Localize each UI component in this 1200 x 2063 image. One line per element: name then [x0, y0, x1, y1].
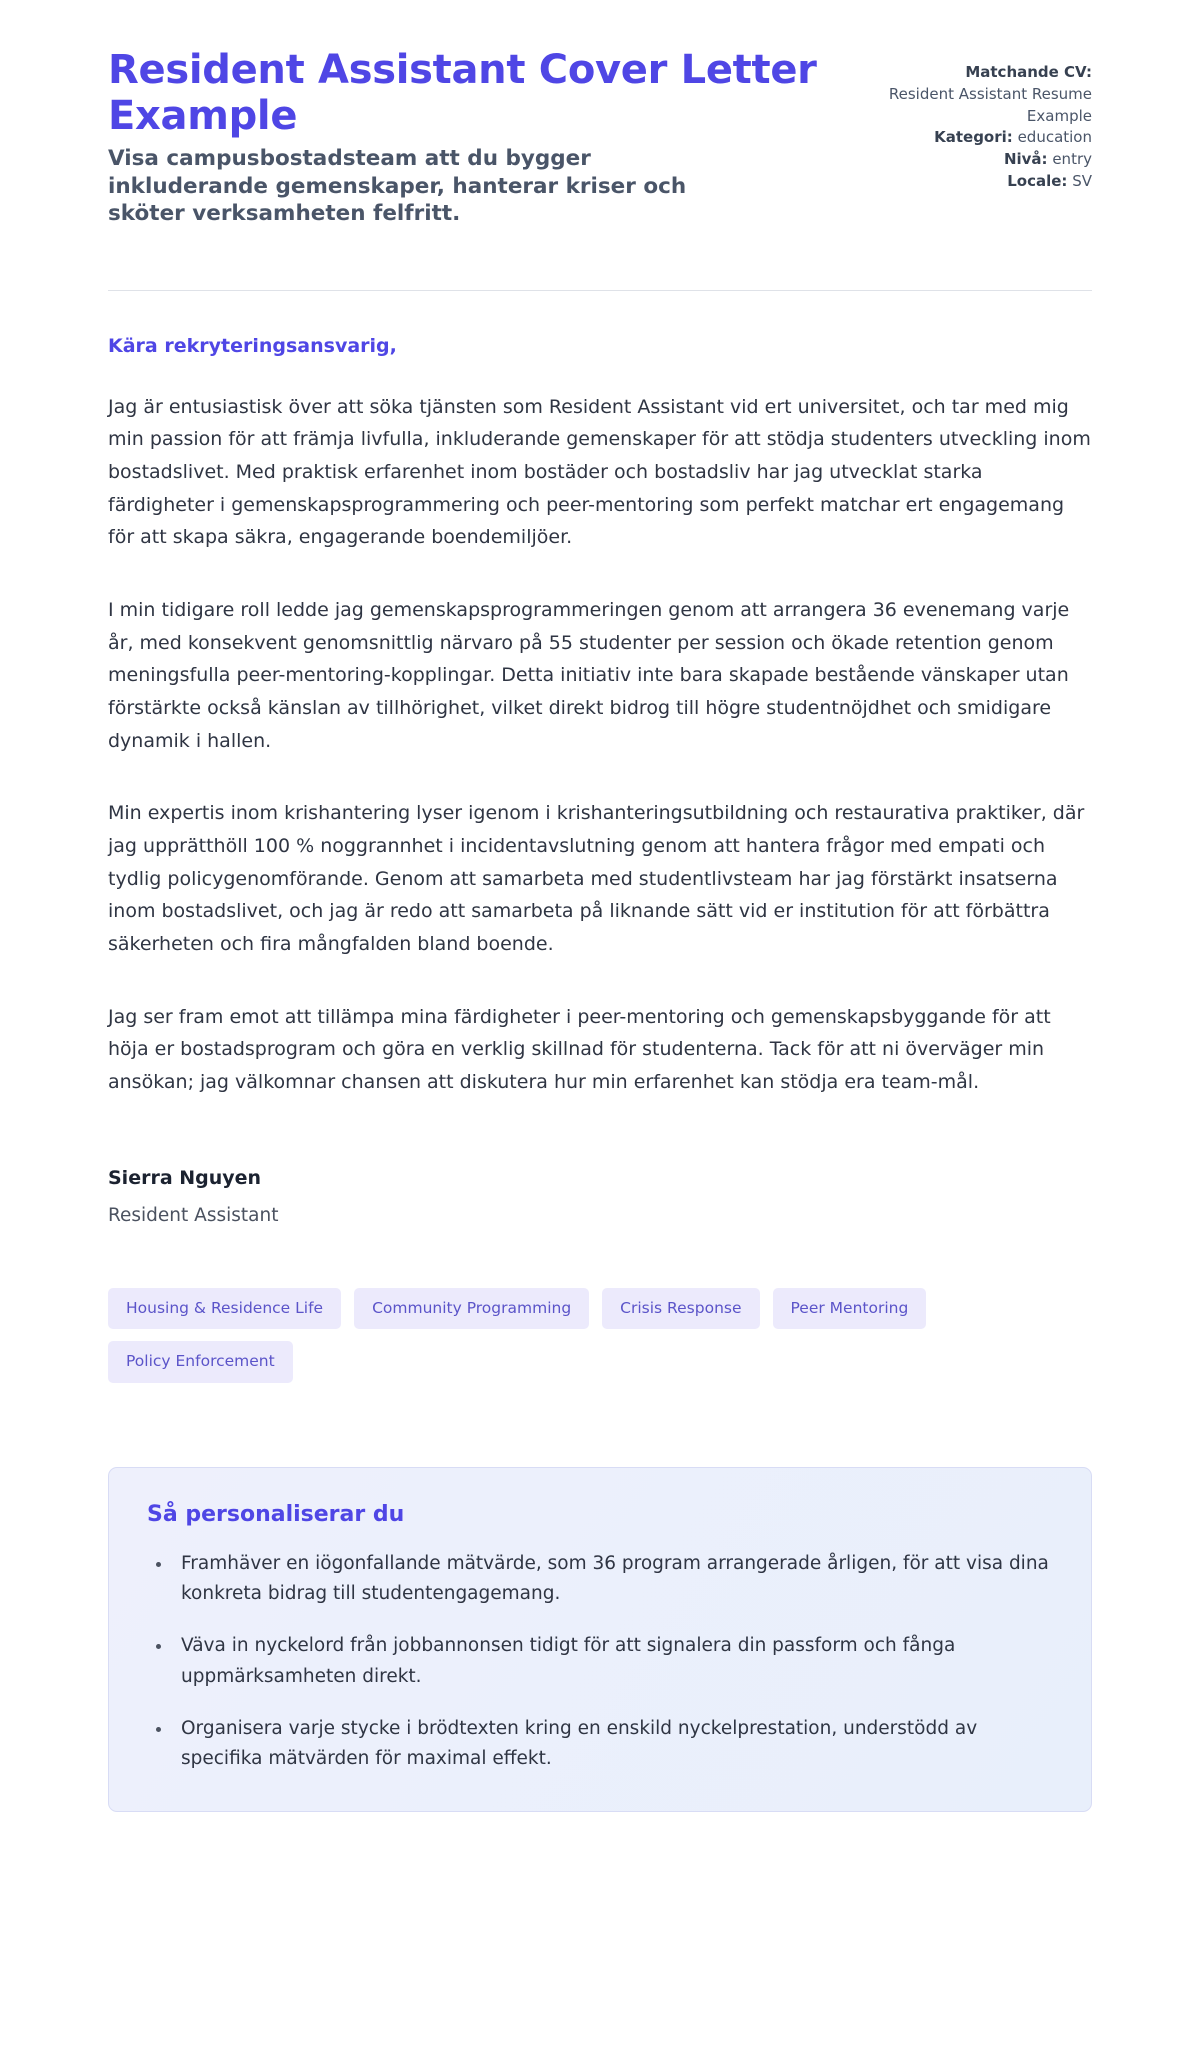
- tips-list-item: • Väva in nyckelord från jobbannonsen tidigt för att signalera din passform och fånga uppmärksamheten direkt.: [173, 1631, 1053, 1692]
- signature-role: Resident Assistant: [108, 1204, 279, 1226]
- letter-signature: [108, 1167, 1092, 1226]
- skill-tag[interactable]: Crisis Response: [602, 1288, 759, 1330]
- page-subtitle: Visa campusbostadsteam att du bygger inkluderande gemenskaper, hanterar kriser och sköter verksamheten felfritt.: [108, 146, 687, 227]
- skill-tag[interactable]: Community Programming: [354, 1288, 589, 1330]
- meta-category-label: Kategori:: [934, 128, 1013, 147]
- tips-list-item: • Organisera varje stycke i brödtexten kring en enskild nyckelprestation, understödd av specifika mätvärden för maximal effekt.: [173, 1714, 1053, 1775]
- meta-category: [862, 127, 1092, 149]
- meta-locale-label: Locale:: [1007, 171, 1068, 190]
- meta-category-value: education: [1017, 128, 1092, 147]
- letter-paragraph: I min tidigare roll ledde jag gemenskapsprogrammeringen genom att arrangera 36 evenemang varje år, med konsekvent genomsnittlig närvaro på 55 studenter per session och ökade retention genom meningsfulla peer-mentoring-kopplingar. Detta initiativ inte bara skapade bestående vänskaper utan förstärkte också känslan av tillhörighet, vilket direkt bidrog till högre studentnöjdhet och smidigare dynamik i hallen.: [108, 599, 1070, 752]
- skill-tag[interactable]: Peer Mentoring: [773, 1288, 927, 1330]
- personalization-tips-panel: [108, 1467, 1092, 1812]
- page-title: Resident Assistant Cover Letter Example: [108, 47, 817, 139]
- document-header: [108, 48, 1092, 228]
- cover-letter-body: [108, 291, 1092, 1226]
- meta-level-label: Nivå:: [1003, 150, 1048, 168]
- signature-name: Sierra Nguyen: [108, 1166, 262, 1189]
- tips-heading: Så personaliserar du: [147, 1501, 405, 1527]
- letter-salutation: Kära rekryteringsansvarig,: [108, 334, 397, 357]
- skill-tag[interactable]: Policy Enforcement: [108, 1341, 293, 1383]
- tips-list-item: • Framhäver en iögonfallande mätvärde, som 36 program arrangerade årligen, för att visa dina konkreta bidrag till studentengagemang.: [173, 1549, 1053, 1610]
- tips-list: [147, 1549, 1053, 1775]
- meta-matching-resume: [862, 62, 1092, 127]
- letter-paragraph: Jag är entusiastisk över att söka tjänsten som Resident Assistant vid ert universitet, och tar med mig min passion för att främja livfulla, inkluderande gemenskaper för att stödja studenters utveckling inom bostadslivet. Med praktisk erfarenhet inom bostäder och bostadsliv har jag utvecklat starka färdigheter i gemenskapsprogrammering och peer-mentoring som perfekt matchar ert engagemang för att skapa säkra, engagerande boendemiljöer.: [108, 395, 1091, 549]
- meta-level-value: entry: [1052, 150, 1092, 168]
- meta-locale: [862, 171, 1092, 193]
- skill-tag[interactable]: Housing & Residence Life: [108, 1288, 341, 1330]
- meta-locale-value: SV: [1072, 171, 1092, 190]
- letter-paragraph: Jag ser fram emot att tillämpa mina färdigheter i peer-mentoring och gemenskapsbyggande för att höja er bostadsprogram och göra en verklig skillnad för studenterna. Tack för att ni överväger min ansökan; jag välkomnar chansen att diskutera hur min erfarenhet kan stödja era team-mål.: [108, 1005, 1051, 1094]
- document-metadata: [862, 48, 1092, 193]
- meta-level: [862, 149, 1092, 171]
- letter-paragraph: Min expertis inom krishantering lyser igenom i krishanteringsutbildning och restaurativa praktiker, där jag upprätthöll 100 % noggrannhet i incidentavslutning genom att hantera frågor med empati och tydlig policygenomförande. Genom att samarbeta med studentlivsteam har jag förstärkt insatserna inom bostadslivet, och jag är redo att samarbeta på liknande sätt vid er institution för att förbättra säkerheten och fira mångfalden bland boende.: [108, 802, 1085, 956]
- meta-matching-resume-value: Resident Assistant Resume Example: [888, 84, 1092, 125]
- skill-tag-list: [108, 1288, 988, 1383]
- header-title-block: [108, 48, 822, 228]
- meta-matching-resume-label: Matchande CV:: [965, 63, 1092, 81]
